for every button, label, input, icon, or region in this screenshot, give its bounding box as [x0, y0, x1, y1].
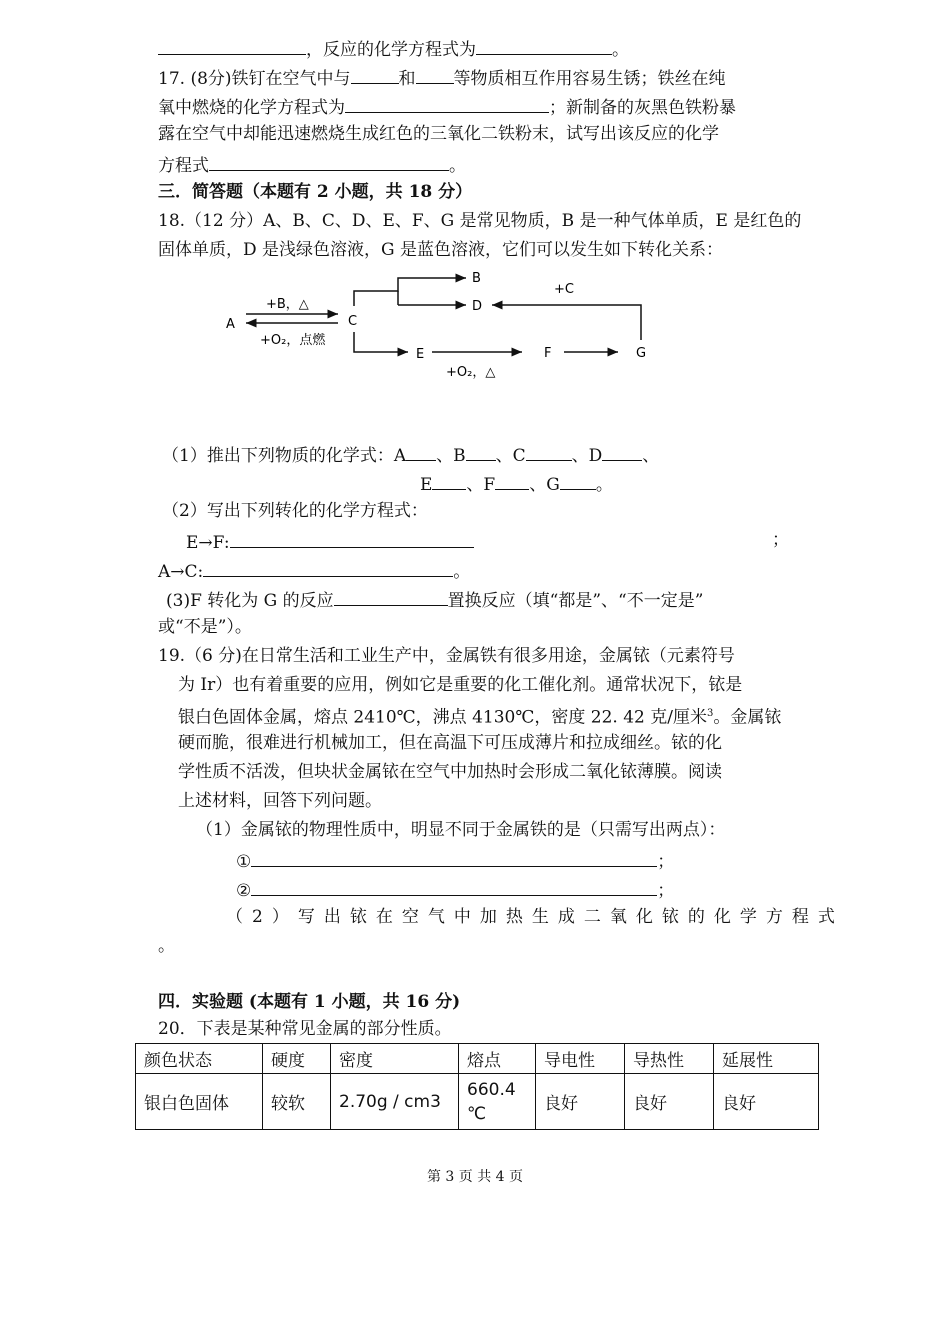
answer-blank-A[interactable]	[406, 443, 436, 461]
cond-e-f: +O₂，△	[446, 365, 496, 380]
answer-blank-E[interactable]	[432, 472, 466, 490]
table-cell: 良好	[714, 1074, 819, 1130]
q17-line-4: 方程式 。	[158, 153, 466, 176]
q18-part-2-ef: E→F:	[186, 530, 474, 553]
table-header-cell: 熔点	[459, 1044, 536, 1074]
q18-part-3-line-2: 或“不是”）。	[158, 617, 252, 637]
q18-line-2: 固体单质，D 是浅绿色溶液，G 是蓝色溶液，它们可以发生如下转化关系：	[158, 240, 724, 260]
table-cell: 良好	[536, 1074, 625, 1130]
answer-blank-G[interactable]	[560, 472, 596, 490]
q19-part-1-answer-2: ② ；	[236, 878, 674, 901]
table-cell: 银白色固体	[136, 1074, 263, 1130]
q16-tail-line: ，反应的化学方程式为 。	[158, 37, 629, 60]
node-G: G	[636, 346, 647, 361]
answer-blank[interactable]	[158, 37, 306, 55]
answer-blank[interactable]	[334, 588, 448, 606]
q19-part-2-end: 。	[158, 936, 175, 956]
answer-blank-F[interactable]	[495, 472, 529, 490]
table-header-cell: 颜色状态	[136, 1044, 263, 1074]
answer-blank-C[interactable]	[526, 443, 572, 461]
q19-part-2: （2）写出铱在空气中加热生成二氧化铱的化学方程式	[226, 907, 844, 927]
table-cell: 2.70g / cm3	[331, 1074, 459, 1130]
answer-blank[interactable]	[203, 559, 453, 577]
cond-a-c: +B，△	[266, 297, 309, 312]
answer-blank-D[interactable]	[602, 443, 642, 461]
arrow-c-to-e	[354, 332, 408, 352]
q19-line-5: 学性质不活泼，但块状金属铱在空气中加热时会形成二氧化铱薄膜。阅读	[178, 762, 722, 782]
node-D: D	[472, 299, 483, 314]
q19-part-1: （1）金属铱的物理性质中，明显不同于金属铁的是（只需写出两点）：	[196, 820, 726, 840]
answer-blank[interactable]	[416, 66, 454, 84]
q17-line-2: 氧中燃烧的化学方程式为 ；新制备的灰黑色铁粉暴	[158, 95, 736, 118]
q18-line-1: 18.（12 分）A、B、C、D、E、F、G 是常见物质，B 是一种气体单质，E 是红色的	[158, 211, 802, 231]
section-3-heading: 三．简答题（本题有 2 小题，共 18 分）	[158, 182, 473, 202]
table-header-cell: 硬度	[263, 1044, 331, 1074]
q19-part-1-answer-1: ① ；	[236, 849, 674, 872]
q19-line-4: 硬而脆，很难进行机械加工，但在高温下可压成薄片和拉成细丝。铱的化	[178, 733, 722, 753]
answer-blank[interactable]	[251, 878, 657, 896]
table-cell: 良好	[625, 1074, 714, 1130]
node-B: B	[472, 271, 481, 286]
section-4-heading: 四．实验题 (本题有 1 小题，共 16 分)	[158, 992, 461, 1012]
answer-blank[interactable]	[345, 95, 549, 113]
q20-line: 20．下表是某种常见金属的部分性质。	[158, 1019, 452, 1039]
q19-line-3: 银白色固体金属，熔点 2410℃，沸点 4130℃，密度 22. 42 克/厘米$^3$。金属铱	[178, 707, 782, 728]
table-cell: 660.4 ℃	[459, 1074, 536, 1130]
answer-blank[interactable]	[209, 153, 449, 171]
arrow-g-to-d	[492, 305, 641, 340]
answer-blank[interactable]	[351, 66, 399, 84]
q19-line-2: 为 Ir）也有着重要的应用，例如它是重要的化工催化剂。通常状况下，铱是	[178, 675, 743, 695]
table-header-cell: 导电性	[536, 1044, 625, 1074]
metal-properties-table	[135, 1043, 819, 1130]
page-footer: 第 3 页 共 4 页	[426, 1169, 524, 1185]
answer-blank[interactable]	[230, 530, 474, 548]
answer-blank[interactable]	[476, 37, 612, 55]
node-E: E	[416, 347, 425, 362]
table-header-cell: 导热性	[625, 1044, 714, 1074]
cond-c-a: +O₂，点燃	[260, 333, 326, 348]
table-header-cell: 密度	[331, 1044, 459, 1074]
table-row	[136, 1074, 819, 1130]
cond-g-d: +C	[554, 282, 574, 297]
q18-part-1-line-1: （1）推出下列物质的化学式：A 、B 、C 、D 、	[162, 443, 659, 466]
table-cell: 较软	[263, 1074, 331, 1130]
q17-line-3: 露在空气中却能迅速燃烧生成红色的三氧化二铁粉末，试写出该反应的化学	[158, 124, 719, 144]
table-header-row	[136, 1044, 819, 1074]
arrow-c-to-b	[354, 278, 466, 306]
q18-part-2: （2）写出下列转化的化学方程式：	[162, 501, 428, 521]
q18-part-2-ef-end: ；	[772, 530, 789, 550]
q18-part-2-ac: A→C: 。	[158, 559, 470, 582]
node-A: A	[226, 317, 235, 332]
answer-blank[interactable]	[251, 849, 657, 867]
answer-blank-B[interactable]	[466, 443, 496, 461]
node-F: F	[544, 346, 552, 361]
table-header-cell: 延展性	[714, 1044, 819, 1074]
transformation-diagram	[220, 268, 670, 386]
node-C: C	[348, 314, 358, 329]
q19-line-1: 19.（6 分)在日常生活和工业生产中，金属铁有很多用途，金属铱（元素符号	[158, 646, 735, 666]
q17-line-1: 17. (8分)铁钉在空气中与 和 等物质相互作用容易生锈；铁丝在纯	[158, 66, 726, 89]
q18-part-3-line-1: (3)F 转化为 G 的反应 置换反应（填“都是”、“不一定是”	[166, 588, 703, 611]
q19-line-6: 上述材料，回答下列问题。	[178, 791, 382, 811]
q18-part-1-line-2: E 、F 、G 。	[420, 472, 613, 495]
